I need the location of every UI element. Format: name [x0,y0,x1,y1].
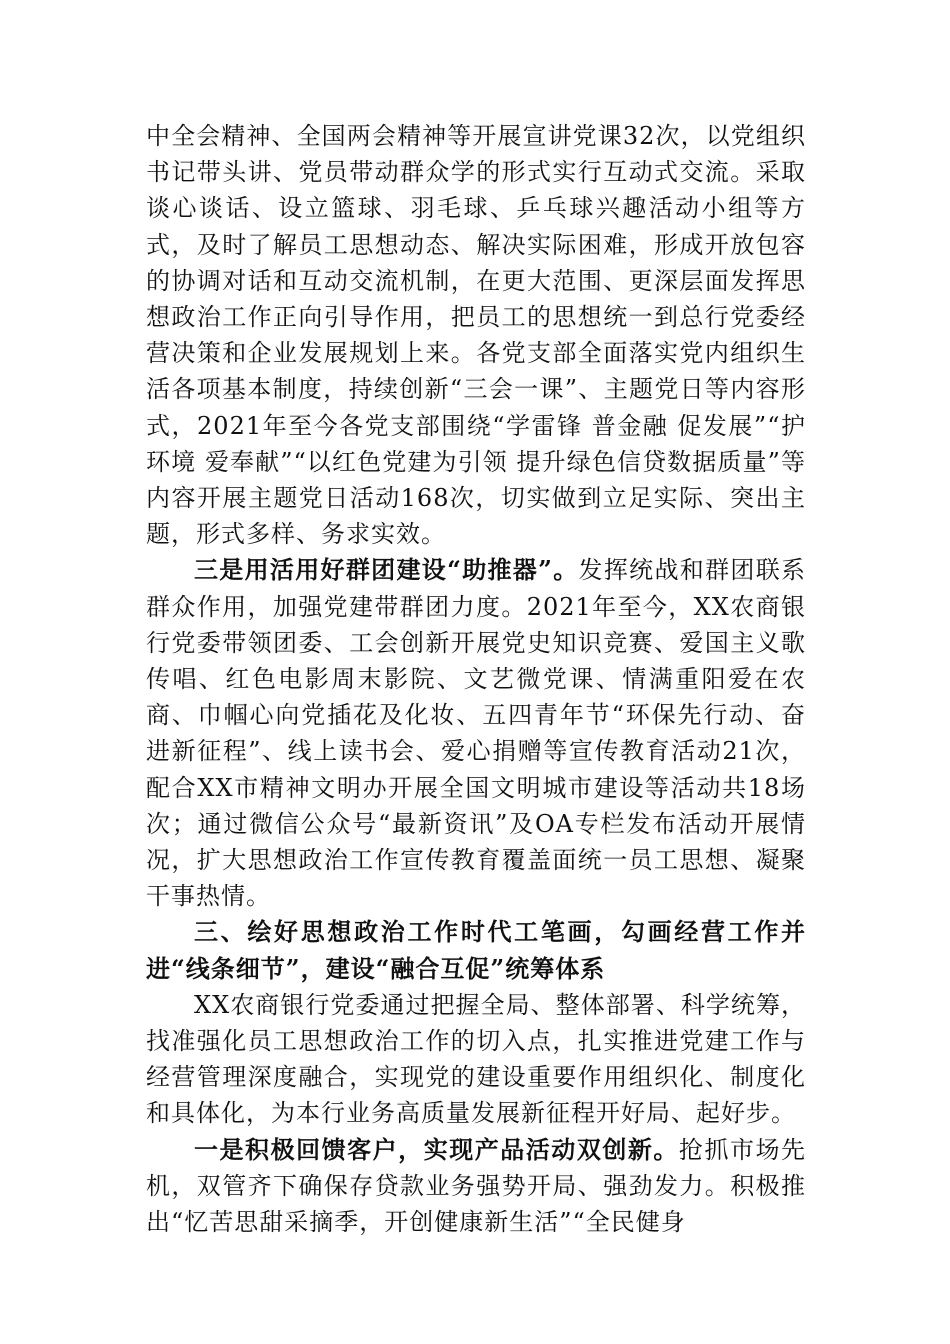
paragraph-4-lead: 一是积极回馈客户，实现产品活动双创新。 [194,1134,679,1164]
paragraph-4-text: 抢抓市场先机，双管齐下确保存贷款业务强势开局、强劲发力。积极推出“忆苦思甜采摘季，开创健康新生活”“全民健身 [146,1135,807,1237]
document-body [146,118,806,1240]
paragraph-2-lead: 三是用活用好群团建设“助推器”。 [194,555,579,585]
paragraph-2 [146,552,806,914]
paragraph-4 [146,1132,806,1241]
paragraph-3-text: XX农商银行党委通过把握全局、整体部署、科学统筹，找准强化员工思想政治工作的切入点，扎实推进党建工作与经营管理深度融合，实现党的建设重要作用组织化、制度化和具体化，为本行业务高质量发展新征程开好局、起好步。 [146,990,806,1128]
paragraph-1-text: 中全会精神、全国两会精神等开展宣讲党课32次，以党组织书记带头讲、党员带动群众学的形式实行互动式交流。采取谈心谈话、设立篮球、羽毛球、乒乓球兴趣活动小组等方式，及时了解员工思想动态、解决实际困难，形成开放包容的协调对话和互动交流机制，在更大范围、更深层面发挥思想政治工作正向引导作用，把员工的思想统一到总行党委经营决策和企业发展规划上来。各党支部全面落实党内组织生活各项基本制度，持续创新“三会一课”、主题党日等内容形式，2021年至今各党支部围绕“学雷锋 普金融 促发展”“护环境 爱奉献”“以红色党建为引领 提升绿色信贷数据质量”等内容开展主题党日活动168次，切实做到立足实际、突出主题，形式多样、务求实效。 [146,122,806,549]
paragraph-1 [146,118,806,552]
paragraph-2-text: 发挥统战和群团联系群众作用，加强党建带群团力度。2021年至今，XX农商银行党委带领团委、工会创新开展党史知识竞赛、爱国主义歌传唱、红色电影周末影院、文艺微党课、情满重阳爱在农商、巾帼心向党插花及化妆、五四青年节“环保先行动、奋进新征程”、线上读书会、爱心捐赠等宣传教育活动21次，配合XX市精神文明办开展全国文明城市建设等活动共18场次；通过微信公众号“最新资讯”及OA专栏发布活动开展情况，扩大思想政治工作宣传教育覆盖面统一员工思想、凝聚干事热情。 [146,556,807,911]
section-heading: 三、绘好思想政治工作时代工笔画，勾画经营工作并进“线条细节”，建设“融合互促”统筹体系 [146,917,806,983]
paragraph-3 [146,987,806,1132]
